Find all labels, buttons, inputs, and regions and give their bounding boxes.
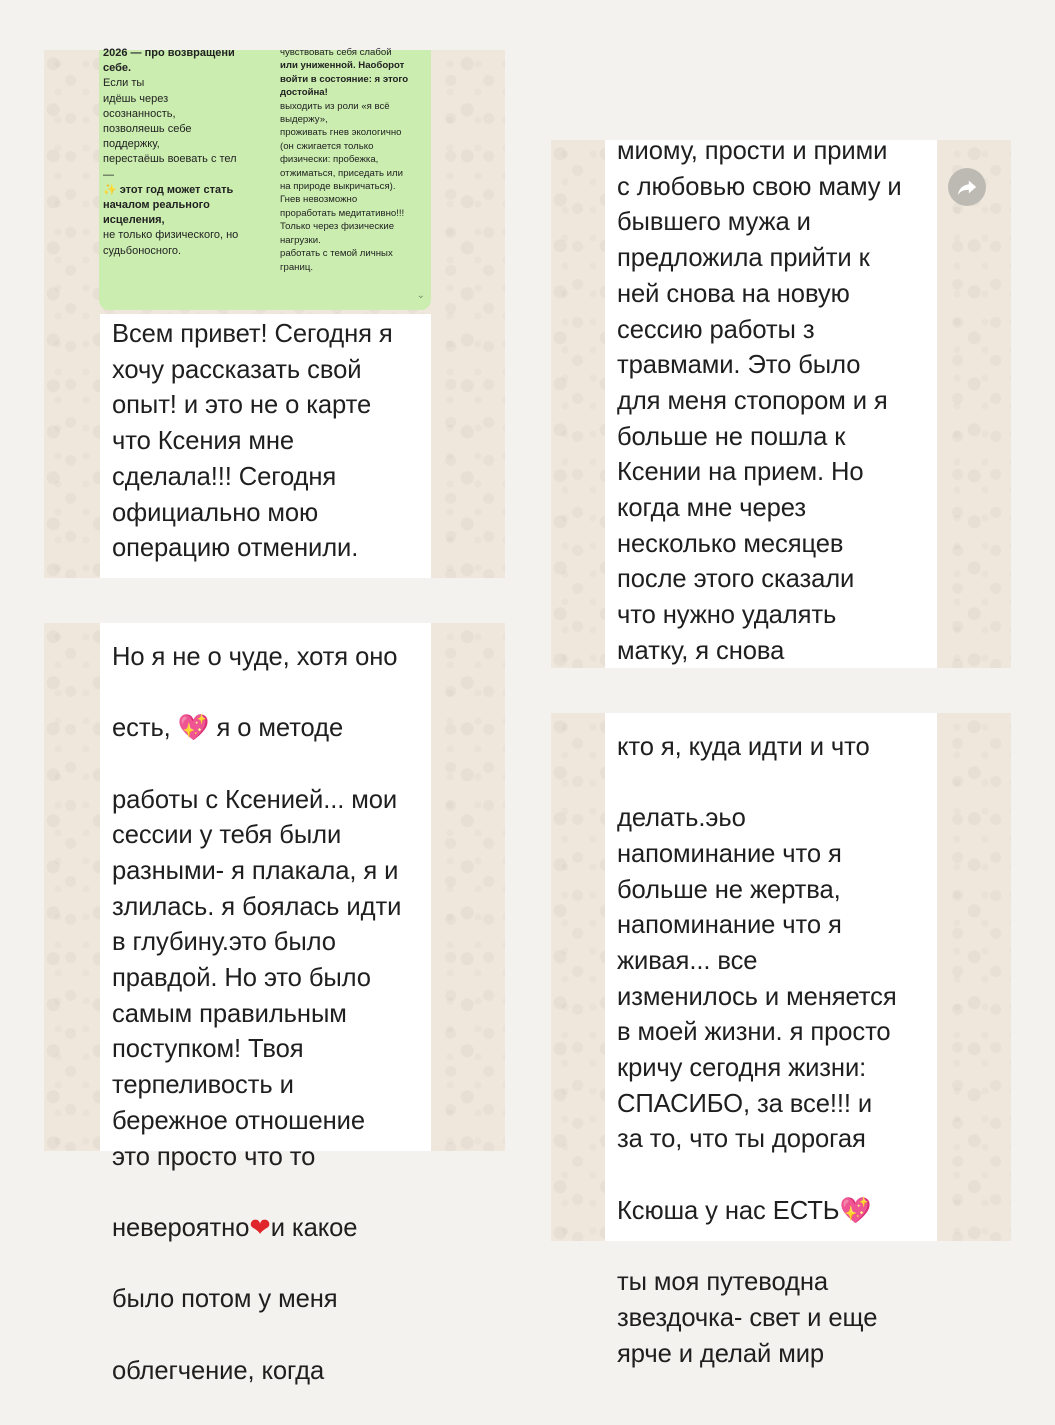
message-text: Всем привет! Сегодня я хочу рассказать свой опыт! и это не о карте что Ксения мне сделала!!! Сегодня официально мою операцию отменили. [112, 320, 393, 563]
card-right-text [280, 46, 427, 274]
card-line: Только через физические [280, 221, 395, 233]
card-line: идёшь через [103, 92, 169, 105]
forward-arrow-icon [956, 176, 978, 198]
line-text: я о методе [209, 714, 344, 743]
card-line: границ. [280, 261, 313, 273]
message-line [112, 711, 427, 747]
card-line: судьбоносного. [103, 244, 182, 257]
message-line [112, 1211, 427, 1247]
message-text: миому, прости и прими с любовью свою маму и бывшего мужа и предложила прийти к ней снова на новую сессию работы з травмами. Это было для меня стопором и я больше не пошла к Ксении на прием. Но когда мне через несколько месяцев после этого сказали что нужно удалять матку, я снова [617, 137, 902, 665]
cut-off-line: Но я не о чуде, хотя оно [112, 642, 398, 671]
card-line: исцеления, [103, 214, 165, 227]
message-text [112, 604, 427, 1425]
forward-button[interactable] [948, 168, 986, 206]
card-line: не только физического, но [103, 229, 239, 242]
chevron-down-icon[interactable]: ⌄ [416, 289, 425, 301]
card-line: Гнев невозможно [280, 194, 358, 206]
cut-off-line: облегчение, когда [112, 1356, 325, 1385]
card-line: 2026 — про возвращени [103, 47, 235, 59]
cut-off-line: кто я, куда идти и что [617, 732, 870, 761]
card-line: или униженной. Наоборот [280, 60, 405, 72]
forwarded-card-right[interactable] [268, 47, 431, 310]
card-line: достойна! [280, 87, 328, 99]
card-line: нагрузки. [280, 234, 321, 246]
card-line: осознанность, [103, 107, 176, 120]
card-line: физически: пробежка, [280, 154, 379, 166]
chat-screenshot-4 [551, 713, 1011, 1368]
message-bubble [605, 137, 937, 668]
message-block: делать.эьо напоминание что я больше не жертва, напоминание что я живая... все изменилось и меняется в моей жизни. я просто кричу сегодня жизни: СПАСИБО, за все!!! и за то, что ты дорогая [617, 804, 897, 1154]
card-line: перестаёшь воевать с тел [103, 153, 237, 166]
card-line: войти в состояние: я этого [280, 73, 409, 85]
card-line: отжиматься, приседать или [280, 167, 403, 179]
red-heart-icon: ❤ [249, 1213, 271, 1242]
message-bubble [100, 623, 431, 1385]
card-line: (он сжигается только [280, 140, 374, 152]
message-block: работы с Ксенией... мои сессии у тебя были разными- я плакала, я и злилась. я боялась идти в глубину.это было правдой. Но это было самым правильным поступком! Твоя терпеливость и бережное отношение это просто что то [112, 785, 402, 1171]
card-line: выдержу», [280, 114, 328, 126]
message-line [617, 1194, 933, 1230]
line-text: Ксюша у нас ЕСТЬ [617, 1196, 840, 1225]
card-line: работать с темой личных [280, 248, 393, 260]
card-line: проживать гнев экологично [280, 127, 402, 139]
card-line: началом реального [103, 199, 210, 212]
sparkling-heart-icon: 💖 [177, 714, 210, 743]
card-line: чувствовать себя слабой [280, 47, 392, 58]
message-bubble [605, 713, 937, 1368]
card-line: выходить из роли «я всё [280, 100, 390, 112]
chat-screenshot-2 [551, 137, 1011, 668]
message-line: было потом у меня [112, 1285, 338, 1314]
message-bubble [100, 314, 431, 578]
line-text: есть, [112, 714, 178, 743]
chat-screenshot-1 [44, 47, 505, 578]
card-line: проработать медитативно!!! [280, 207, 405, 219]
sparkling-heart-icon: 💖 [839, 1196, 872, 1225]
card-line: позволяешь себе [103, 123, 192, 136]
card-line: на природе выкричаться). [280, 181, 396, 193]
card-line: поддержку, [103, 138, 160, 151]
line-text: и какое [270, 1213, 358, 1242]
card-line: — [103, 168, 114, 181]
card-line: себе. [103, 62, 132, 75]
message-text [617, 694, 933, 1408]
chat-screenshot-3 [44, 623, 505, 1385]
card-line: Если ты [103, 77, 145, 90]
line-text: невероятно [112, 1213, 250, 1242]
message-block: ты моя путеводна звездочка- свет и еще ярче и делай мир [617, 1268, 878, 1368]
card-line: ✨ этот год может стать [103, 183, 234, 196]
